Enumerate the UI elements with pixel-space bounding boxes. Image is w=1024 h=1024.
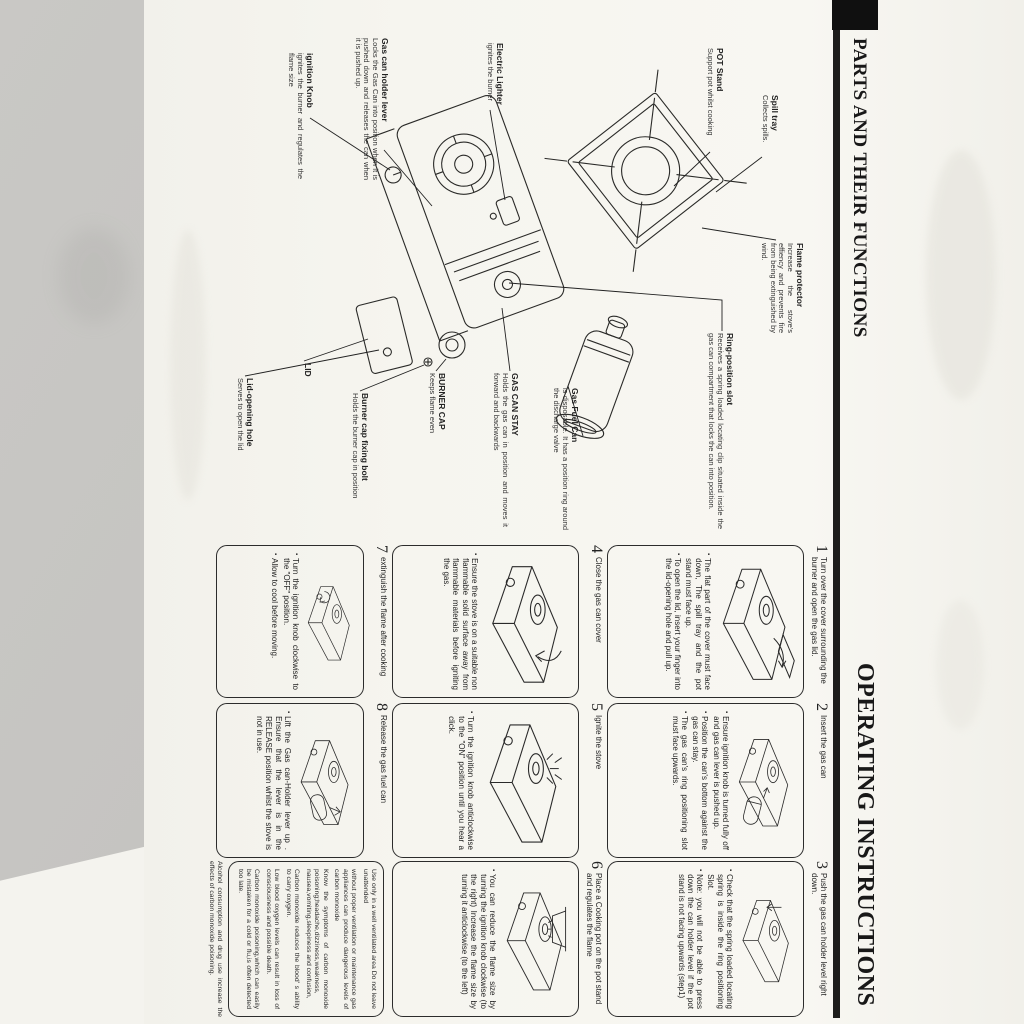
- step-box: [392, 703, 579, 858]
- step-cell-2: [607, 703, 828, 858]
- warning-box: [228, 861, 384, 1017]
- step-caption: 5 Ignite the stove: [588, 703, 605, 770]
- step-illustration-knob-off: [302, 553, 358, 690]
- warning-paragraph: Low blood oxygen levels can result in loss of consciousness and possible death.: [264, 869, 281, 1009]
- bullet-item: ▪ Check that the spring loaded locating spring is inside the ring positioning Slot.: [706, 869, 734, 1009]
- page-title-operating: OPERATING INSTRUCTIONS: [852, 663, 878, 1007]
- step-illustration-stove-open: [714, 553, 798, 690]
- bullet-item: ▪ Ensure the stove is on a suitable non flammable solid surface away from flammable materials before igniting the gas.: [442, 553, 479, 690]
- step-caption: 3 Push the gas can holder level right down.: [809, 861, 830, 996]
- ghost-artifact: [926, 150, 996, 400]
- warning-cell: [188, 861, 384, 1017]
- step-illustration-release-can: [294, 711, 358, 850]
- step-caption: 1 Turn over the cover surrounding the burner and open the gas lid.: [809, 545, 830, 684]
- ghost-artifact: [936, 600, 984, 730]
- part-label-gas-fuel-can: Gas Fuel Can is disposable. It has a position ring around the discharge valve: [552, 388, 580, 530]
- bullet-item: ▪ To open the lid, insert your finger into the lid-opening hole and pull up.: [663, 553, 683, 690]
- bullet-item: ▪ Lift the Gas can-Holder lever up . Ensure that the lever is in the RELEASE position whilst the stove is not in use.: [255, 711, 292, 850]
- step-box: [216, 703, 364, 858]
- step-box: [392, 861, 579, 1017]
- bullet-item: ▪ Turn the ignition knob clockwise to the "OFF" position.: [281, 553, 300, 690]
- page-title-parts: PARTS AND THEIR FUNCTIONS: [849, 38, 870, 338]
- bullet-item: ▪ You can reduce the flame size by turning the ignition knob clockwise (to the right) Increase the flame size by turning it anticlockwise (to the left): [460, 869, 497, 1009]
- part-label-burner-cap: BURNER CAP Keeps flame even: [428, 373, 447, 434]
- step-box: [607, 545, 804, 698]
- step-illustration-insert-can: [732, 711, 798, 850]
- step-box: [216, 545, 364, 698]
- step-caption: 6 Place a Cooking pot on the pot stand and regulates the flame: [584, 861, 605, 1005]
- warning-paragraph: Carbon monoxide reduces the blood' s ability to carry oxygen.: [284, 869, 301, 1009]
- part-label-flame-protector: Flame protector Increase the stove's effiency and prevents fire from being extinguished by wind.: [759, 243, 805, 333]
- step-illustration-lever-down: [736, 869, 798, 1009]
- heading-rule: [833, 30, 840, 1018]
- step-box: [607, 703, 804, 858]
- warning-paragraph: Carbon monoxide poisoning,which can easily be mistaken for a cold or flu,is often detected too late.: [236, 869, 261, 1009]
- step-caption: 2 Insert the gas can: [813, 703, 830, 779]
- part-label-spill-tray: Spill tray Collects spills.: [761, 95, 780, 143]
- part-label-lid-opening-hole: Lid-opening hole Serves to open the lid: [236, 378, 255, 451]
- part-label-electric-lighter: Electric Lighter ignites the burner: [486, 43, 505, 105]
- part-label-pot-stand: POT Stand Support pot whilst cooking: [706, 48, 725, 136]
- warning-paragraph: Use only in a well ventilated area Do not leave unattended: [361, 869, 377, 1009]
- bullet-item: ▪ Note: you will not be able to press down the can holder level if the pot stand is not facing upwards (step1): [676, 869, 705, 1009]
- paper-corner: [0, 845, 152, 1024]
- step-cell-3: [607, 861, 828, 1017]
- scan-edge-mark: [832, 0, 878, 30]
- scanned-manual-page: [144, 0, 1024, 1024]
- bullet-item: ▪ The gas can's ring positioning slot must face upwards.: [670, 711, 689, 850]
- step-caption: 8 Release the gas fuel can: [373, 703, 390, 804]
- step-cell-8: [216, 703, 388, 858]
- step-illustration-close-cover: [481, 553, 573, 690]
- step-cell-5: [392, 703, 603, 858]
- warning-paragraph: Know the symptoms of carbon monoxide poisoning;headache,dizziness,weakness, nausea,vomiting,sleepiness and confusion,: [305, 869, 329, 1009]
- step-illustration-pot: [499, 869, 573, 1009]
- warning-footnote: Alcohol consumption and drug use increase the effects of carbon monoxide poisoning.: [208, 861, 224, 1017]
- step-caption: 7 extinguish the flame after cooking: [373, 545, 390, 677]
- bullet-item: ▪ The flat part of the cover must face down, The spill tray and the pot stand must face up.: [684, 553, 712, 690]
- step-cell-1: [607, 545, 828, 698]
- step-cell-4: [392, 545, 603, 698]
- part-label-gas-can-holder-lever: Gas can holder lever Locks the Gas Can into position when it is pushed down and releases the can when it is pushed up.: [353, 38, 390, 180]
- bullet-item: ▪ Turn the ignition knob anticlockwise to the "ON" position until you hear a click.: [447, 711, 475, 850]
- scanner-shadow: [58, 228, 130, 324]
- part-label-burner-cap-fixing-bolt: Burner cap fixing bolt Holds the burner cap in position: [351, 393, 370, 499]
- part-label-ignition-knob: ignition Knob ignites the burner and regulates the flame size: [287, 53, 315, 179]
- part-label-ring-position-slot: Ring-position slot Receives a spring loaded locating clip situated inside the gas can compartment that locks the can into position.: [707, 333, 735, 529]
- step-illustration-ignite: [477, 711, 573, 850]
- step-cell-7: [216, 545, 388, 698]
- ghost-artifact: [170, 230, 206, 500]
- part-label-gas-can-stay: GAS CAN STAY Holds the gas can in position and moves it forward and backwards: [492, 373, 520, 527]
- bullet-item: ▪ Ensure ignition knob is turned fully off and gas can lever is pushed up.: [711, 711, 730, 850]
- step-box: [392, 545, 579, 698]
- part-label-lid: LID: [303, 363, 313, 377]
- warning-paragraph: without proper ventilation or maintenance gas appliances can produce dangerous levels of carbon monoxide: [333, 869, 357, 1009]
- step-caption: 4 Close the gas can cover: [588, 545, 605, 643]
- bullet-item: ▪ Allow to cool before moving.: [270, 553, 280, 659]
- bullet-item: ▪ Position the can's bottom against the gas can stay.: [691, 711, 710, 850]
- step-cell-6: [392, 861, 603, 1017]
- step-box: [607, 861, 804, 1017]
